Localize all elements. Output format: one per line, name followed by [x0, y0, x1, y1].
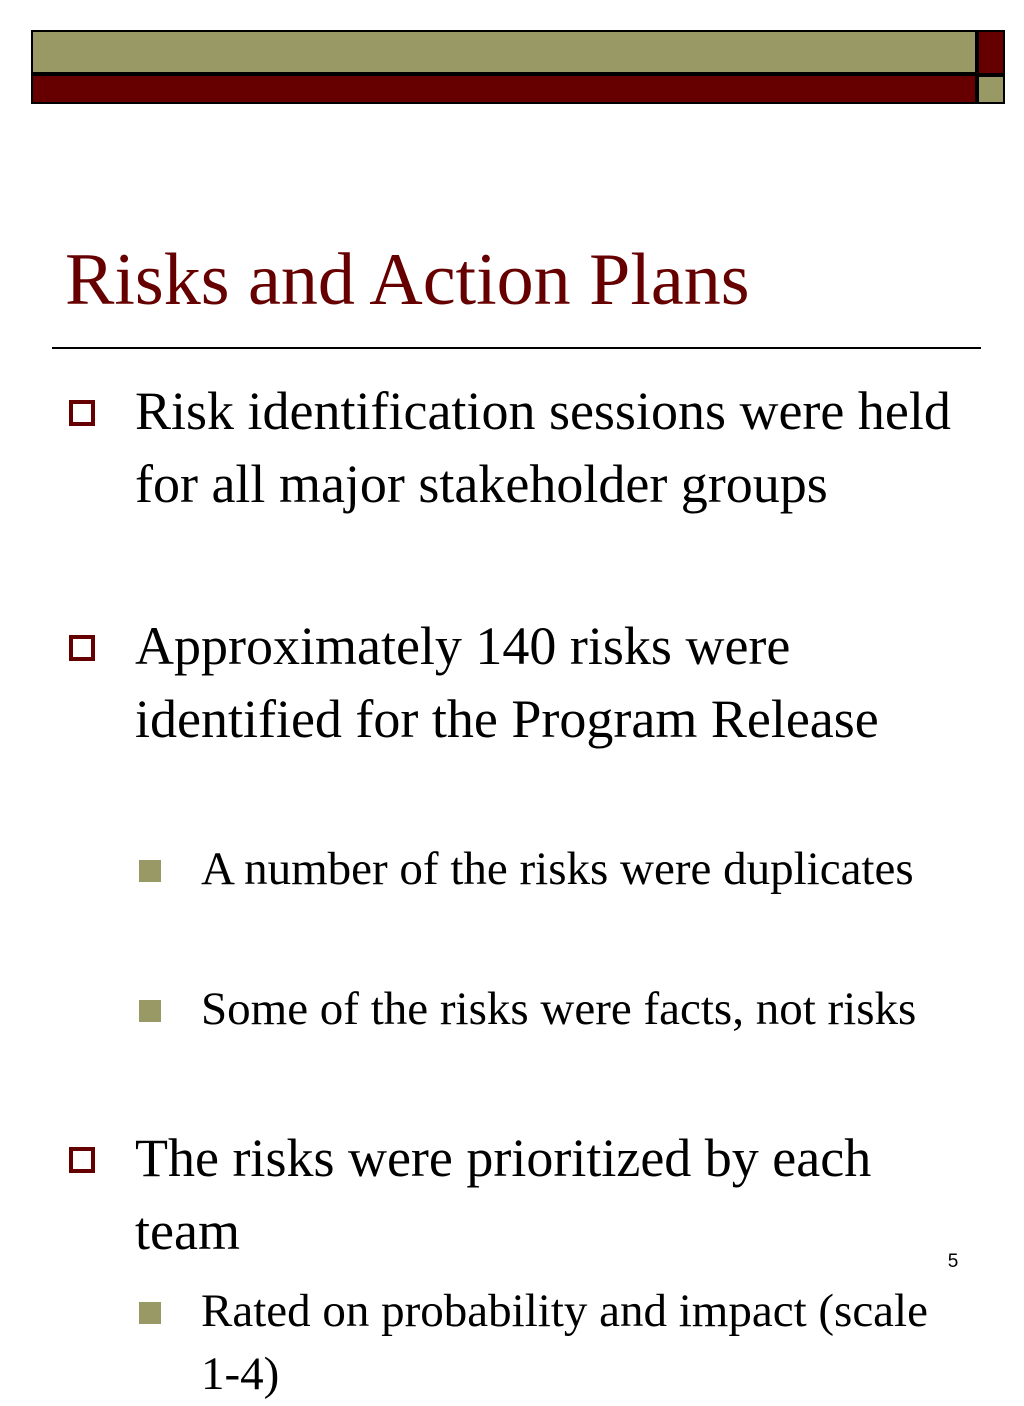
bullet-text: Risk identification sessions were held for all major stakeholder groups [135, 381, 951, 514]
bullet-item-risk-count [135, 610, 965, 756]
hollow-square-bullet-icon [69, 400, 95, 426]
bullet-text: The risks were prioritized by each team [135, 1128, 872, 1261]
sub-bullet-item-rated [201, 1280, 941, 1406]
filled-square-bullet-icon [139, 1000, 161, 1022]
hollow-square-bullet-icon [69, 635, 95, 661]
bullet-text: Rated on probability and impact (scale 1-4) [201, 1285, 928, 1400]
header-bar-olive [31, 30, 977, 74]
bullet-item-risk-sessions [135, 375, 965, 521]
filled-square-bullet-icon [139, 1302, 161, 1324]
hollow-square-bullet-icon [69, 1147, 95, 1173]
header-bar-maroon [31, 74, 977, 104]
header-square-olive [977, 75, 1005, 104]
sub-bullet-item-facts [201, 978, 941, 1041]
title-divider [52, 347, 981, 349]
filled-square-bullet-icon [139, 860, 161, 882]
slide-number: 5 [947, 1251, 959, 1272]
bullet-item-prioritized [135, 1122, 965, 1268]
slide-title: Risks and Action Plans [65, 239, 750, 321]
bullet-text: A number of the risks were duplicates [201, 843, 914, 895]
bullet-text: Approximately 140 risks were identified for the Program Release [135, 616, 879, 749]
header-square-maroon [977, 30, 1005, 75]
sub-bullet-item-duplicates [201, 838, 941, 901]
bullet-text: Some of the risks were facts, not risks [201, 983, 917, 1035]
